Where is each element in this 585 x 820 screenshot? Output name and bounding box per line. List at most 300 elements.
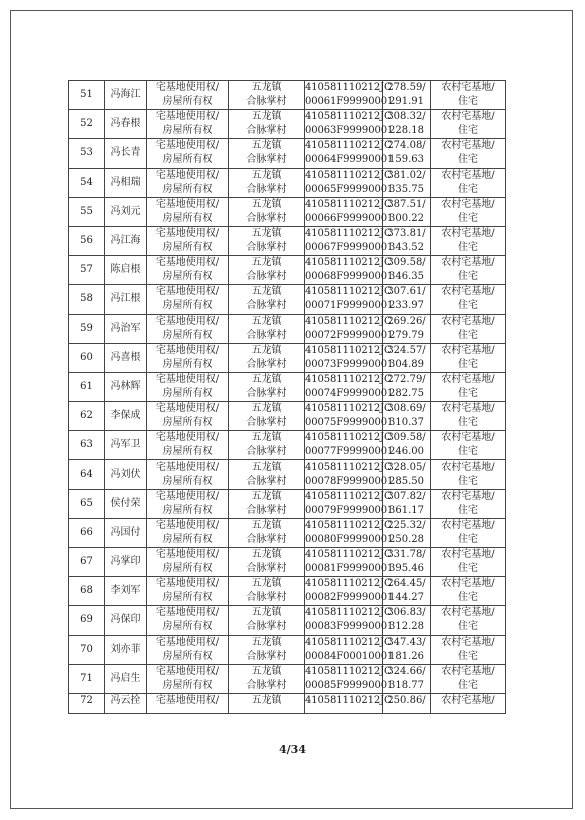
- unit-code-cell: [305, 606, 394, 635]
- land-use-cell: [431, 460, 506, 489]
- owner-name-cell: 刘亦菲: [105, 635, 147, 664]
- location-cell-line: 五龙镇: [251, 432, 282, 444]
- location-cell: [229, 168, 305, 197]
- right-type-cell: [147, 460, 229, 489]
- table-row: [69, 343, 506, 372]
- location-cell-line: 合脉掌村: [246, 563, 287, 575]
- right-type-cell: [147, 606, 229, 635]
- location-cell-line: 合脉掌村: [246, 212, 287, 224]
- land-use-cell: [431, 343, 506, 372]
- area-cell: [383, 518, 431, 547]
- land-use-cell-line: 农村宅基地/: [441, 607, 495, 619]
- area-cell-line: 395.46: [389, 563, 424, 575]
- table-row: [69, 431, 506, 460]
- unit-code-cell: [305, 548, 394, 577]
- table-row: [69, 606, 506, 635]
- land-use-cell: [431, 256, 506, 285]
- land-use-cell-line: 农村宅基地/: [441, 286, 495, 298]
- area-cell-line: 331.78/: [387, 549, 426, 561]
- land-use-cell: [431, 110, 506, 139]
- right-type-cell-line: 房屋所有权: [162, 563, 213, 575]
- right-type-cell-line: 宅基地使用权/: [155, 490, 220, 502]
- land-use-cell-line: 农村宅基地/: [441, 373, 495, 385]
- right-type-cell-line: 房屋所有权: [162, 183, 213, 195]
- registry-table: [68, 80, 506, 714]
- area-cell-line: 233.97: [389, 300, 424, 312]
- land-use-cell: [431, 168, 506, 197]
- row-number-cell: 63: [69, 431, 105, 460]
- area-cell-line: 279.79: [389, 329, 424, 341]
- unit-code-cell: [305, 664, 394, 693]
- area-cell: [383, 110, 431, 139]
- area-cell-line: 324.57/: [387, 344, 426, 356]
- row-number-cell: 67: [69, 548, 105, 577]
- area-cell-line: 246.00: [389, 446, 424, 458]
- unit-code-cell-line: 410581110212JC: [305, 140, 392, 152]
- location-cell-line: 五龙镇: [251, 228, 282, 240]
- right-type-cell: [147, 577, 229, 606]
- location-cell-line: 合脉掌村: [246, 417, 287, 429]
- row-number-cell: 55: [69, 197, 105, 226]
- table-row: [69, 139, 506, 168]
- location-cell: [229, 518, 305, 547]
- land-use-cell-line: 农村宅基地/: [441, 228, 495, 240]
- area-cell-line: 308.32/: [387, 111, 426, 123]
- land-use-cell: [431, 664, 506, 693]
- location-cell-line: 五龙镇: [251, 403, 282, 415]
- unit-code-cell: [305, 314, 394, 343]
- right-type-cell-line: 宅基地使用权/: [155, 549, 220, 561]
- right-type-cell-line: 宅基地使用权/: [155, 286, 220, 298]
- right-type-cell-line: 房屋所有权: [162, 650, 213, 662]
- location-cell: [229, 402, 305, 431]
- right-type-cell: [147, 431, 229, 460]
- area-cell-line: 300.22: [389, 212, 424, 224]
- right-type-cell-line: 宅基地使用权/: [155, 461, 220, 473]
- land-use-cell-line: 农村宅基地/: [441, 432, 495, 444]
- land-use-cell: 农村宅基地/: [431, 693, 506, 713]
- table-row: [69, 518, 506, 547]
- area-cell-line: 309.58/: [387, 432, 426, 444]
- land-use-cell-line: 农村宅基地/: [441, 403, 495, 415]
- table-row: [69, 110, 506, 139]
- right-type-cell-line: 房屋所有权: [162, 125, 213, 137]
- row-number-cell: 68: [69, 577, 105, 606]
- location-cell-line: 五龙镇: [251, 286, 282, 298]
- unit-code-cell-line: 00068F99990001: [305, 271, 394, 283]
- location-cell: [229, 606, 305, 635]
- unit-code-cell: [305, 518, 394, 547]
- unit-code-cell: [305, 460, 394, 489]
- area-cell: [383, 372, 431, 401]
- right-type-cell-line: 房屋所有权: [162, 154, 213, 166]
- area-cell: [383, 285, 431, 314]
- unit-code-cell-line: 410581110212JC: [305, 549, 392, 561]
- right-type-cell: [147, 226, 229, 255]
- row-number-cell: 56: [69, 226, 105, 255]
- unit-code-cell: [305, 372, 394, 401]
- location-cell: [229, 343, 305, 372]
- area-cell-line: 324.66/: [387, 665, 426, 677]
- area-cell-line: 373.81/: [387, 228, 426, 240]
- table-row: [69, 226, 506, 255]
- land-use-cell: [431, 548, 506, 577]
- table-row: [69, 314, 506, 343]
- location-cell-line: 合脉掌村: [246, 650, 287, 662]
- row-number-cell: 72: [69, 693, 105, 713]
- unit-code-cell-line: 00079F99990001: [305, 504, 394, 516]
- area-cell: [383, 168, 431, 197]
- location-cell: [229, 81, 305, 110]
- area-cell-line: 307.82/: [387, 490, 426, 502]
- area-cell: [383, 343, 431, 372]
- unit-code-cell-line: 00061F99990001: [305, 96, 394, 108]
- unit-code-cell-line: 00071F99990001: [305, 300, 394, 312]
- location-cell-line: 五龙镇: [251, 169, 282, 181]
- unit-code-cell-line: 00084F00010001: [305, 650, 394, 662]
- owner-name-cell: 冯刘伏: [105, 460, 147, 489]
- unit-code-cell: [305, 635, 394, 664]
- unit-code-cell-line: 00081F99990001: [305, 563, 394, 575]
- right-type-cell-line: 宅基地使用权/: [155, 636, 220, 648]
- land-use-cell: [431, 226, 506, 255]
- location-cell-line: 五龙镇: [251, 578, 282, 590]
- right-type-cell: [147, 518, 229, 547]
- unit-code-cell-line: 410581110212JC: [305, 82, 392, 94]
- location-cell-line: 合脉掌村: [246, 300, 287, 312]
- location-cell-line: 合脉掌村: [246, 387, 287, 399]
- location-cell-line: 合脉掌村: [246, 271, 287, 283]
- land-use-cell: [431, 635, 506, 664]
- unit-code-cell-line: 00063F99990001: [305, 125, 394, 137]
- location-cell: [229, 226, 305, 255]
- area-cell-line: 328.05/: [387, 461, 426, 473]
- area-cell-line: 159.63: [389, 154, 424, 166]
- row-number-cell: 71: [69, 664, 105, 693]
- area-cell: [383, 314, 431, 343]
- land-use-cell: [431, 139, 506, 168]
- area-cell-line: 274.08/: [387, 140, 426, 152]
- right-type-cell-line: 房屋所有权: [162, 329, 213, 341]
- location-cell: 五龙镇: [229, 693, 305, 713]
- right-type-cell-line: 宅基地使用权/: [155, 519, 220, 531]
- location-cell-line: 五龙镇: [251, 82, 282, 94]
- location-cell: [229, 460, 305, 489]
- location-cell: [229, 372, 305, 401]
- row-number-cell: 60: [69, 343, 105, 372]
- registry-table-body: [69, 81, 506, 714]
- unit-code-cell: 410581110212JC: [305, 693, 383, 713]
- row-number-cell: 66: [69, 518, 105, 547]
- land-use-cell-line: 农村宅基地/: [441, 665, 495, 677]
- unit-code-cell-line: 00080F99990001: [305, 533, 394, 545]
- unit-code-cell-line: 00083F99990001: [305, 621, 394, 633]
- location-cell-line: 合脉掌村: [246, 504, 287, 516]
- area-cell-line: 312.28: [389, 621, 424, 633]
- area-cell-line: 269.26/: [387, 315, 426, 327]
- land-use-cell-line: 农村宅基地/: [441, 578, 495, 590]
- right-type-cell-line: 房屋所有权: [162, 417, 213, 429]
- area-cell-line: 264.45/: [387, 578, 426, 590]
- location-cell-line: 五龙镇: [251, 549, 282, 561]
- area-cell-line: 181.26: [389, 650, 424, 662]
- land-use-cell-line: 农村宅基地/: [441, 549, 495, 561]
- unit-code-cell-line: 00082F99990001: [305, 592, 394, 604]
- location-cell: [229, 285, 305, 314]
- area-cell-line: 304.89: [389, 358, 424, 370]
- location-cell-line: 五龙镇: [251, 461, 282, 473]
- area-cell: [383, 577, 431, 606]
- owner-name-cell: 冯启生: [105, 664, 147, 693]
- unit-code-cell-line: 00072F99990001: [305, 329, 394, 341]
- right-type-cell: [147, 168, 229, 197]
- location-cell-line: 合脉掌村: [246, 592, 287, 604]
- owner-name-cell: 冯江根: [105, 285, 147, 314]
- land-use-cell-line: 住宅: [458, 592, 478, 604]
- owner-name-cell: 冯长青: [105, 139, 147, 168]
- owner-name-cell: 冯掌印: [105, 548, 147, 577]
- table-row: [69, 548, 506, 577]
- right-type-cell-line: 房屋所有权: [162, 592, 213, 604]
- area-cell-line: 347.43/: [387, 636, 426, 648]
- row-number-cell: 52: [69, 110, 105, 139]
- land-use-cell-line: 住宅: [458, 563, 478, 575]
- area-cell-line: 225.32/: [387, 519, 426, 531]
- unit-code-cell: [305, 197, 394, 226]
- right-type-cell-line: 房屋所有权: [162, 212, 213, 224]
- right-type-cell-line: 宅基地使用权/: [155, 315, 220, 327]
- area-cell-line: 250.28: [389, 533, 424, 545]
- owner-name-cell: 陈启根: [105, 256, 147, 285]
- land-use-cell-line: 住宅: [458, 679, 478, 691]
- unit-code-cell-line: 00065F99990001: [305, 183, 394, 195]
- area-cell-line: 282.75: [389, 387, 424, 399]
- unit-code-cell-line: 410581110212JC: [305, 636, 392, 648]
- land-use-cell-line: 农村宅基地/: [441, 198, 495, 210]
- location-cell: [229, 577, 305, 606]
- row-number-cell: 53: [69, 139, 105, 168]
- area-cell: 250.86/: [383, 693, 431, 713]
- land-use-cell-line: 农村宅基地/: [441, 519, 495, 531]
- right-type-cell-line: 宅基地使用权/: [155, 344, 220, 356]
- unit-code-cell-line: 410581110212JC: [305, 228, 392, 240]
- right-type-cell-line: 宅基地使用权/: [155, 257, 220, 269]
- area-cell: [383, 664, 431, 693]
- table-row: [69, 197, 506, 226]
- location-cell-line: 合脉掌村: [246, 446, 287, 458]
- row-number-cell: 59: [69, 314, 105, 343]
- location-cell: [229, 110, 305, 139]
- right-type-cell-line: 宅基地使用权/: [155, 198, 220, 210]
- land-use-cell-line: 农村宅基地/: [441, 169, 495, 181]
- unit-code-cell-line: 410581110212JC: [305, 519, 392, 531]
- unit-code-cell-line: 00067F99990001: [305, 242, 394, 254]
- land-use-cell-line: 农村宅基地/: [441, 461, 495, 473]
- area-cell: [383, 139, 431, 168]
- area-cell-line: 144.27: [389, 592, 424, 604]
- right-type-cell: [147, 110, 229, 139]
- owner-name-cell: 冯保印: [105, 606, 147, 635]
- right-type-cell-line: 房屋所有权: [162, 679, 213, 691]
- unit-code-cell-line: 410581110212JC: [305, 432, 392, 444]
- area-cell-line: 361.17: [389, 504, 424, 516]
- land-use-cell-line: 农村宅基地/: [441, 315, 495, 327]
- unit-code-cell: [305, 402, 394, 431]
- table-row: [69, 577, 506, 606]
- land-use-cell-line: 住宅: [458, 271, 478, 283]
- right-type-cell: 宅基地使用权/: [147, 693, 229, 713]
- area-cell-line: 307.61/: [387, 286, 426, 298]
- unit-code-cell-line: 410581110212JC: [305, 315, 392, 327]
- location-cell-line: 五龙镇: [251, 519, 282, 531]
- unit-code-cell: [305, 226, 394, 255]
- row-number-cell: 58: [69, 285, 105, 314]
- area-cell-line: 228.18: [389, 125, 424, 137]
- land-use-cell-line: 住宅: [458, 96, 478, 108]
- table-row: [69, 635, 506, 664]
- area-cell-line: 346.35: [389, 271, 424, 283]
- location-cell-line: 五龙镇: [251, 665, 282, 677]
- land-use-cell-line: 住宅: [458, 212, 478, 224]
- right-type-cell-line: 宅基地使用权/: [155, 169, 220, 181]
- location-cell-line: 合脉掌村: [246, 533, 287, 545]
- area-cell: [383, 81, 431, 110]
- right-type-cell-line: 房屋所有权: [162, 96, 213, 108]
- right-type-cell-line: 房屋所有权: [162, 271, 213, 283]
- unit-code-cell-line: 00075F99990001: [305, 417, 394, 429]
- unit-code-cell-line: 00064F99990001: [305, 154, 394, 166]
- unit-code-cell-line: 410581110212JC: [305, 403, 392, 415]
- unit-code-cell: [305, 431, 394, 460]
- owner-name-cell: 冯治军: [105, 314, 147, 343]
- right-type-cell-line: 宅基地使用权/: [155, 111, 220, 123]
- unit-code-cell-line: 410581110212JC: [305, 169, 392, 181]
- land-use-cell-line: 住宅: [458, 475, 478, 487]
- unit-code-cell-line: 410581110212JC: [305, 578, 392, 590]
- right-type-cell-line: 房屋所有权: [162, 533, 213, 545]
- unit-code-cell-line: 410581110212JC: [305, 461, 392, 473]
- table-row: [69, 168, 506, 197]
- right-type-cell-line: 宅基地使用权/: [155, 373, 220, 385]
- land-use-cell: [431, 577, 506, 606]
- unit-code-cell: [305, 285, 394, 314]
- location-cell-line: 合脉掌村: [246, 475, 287, 487]
- right-type-cell-line: 房屋所有权: [162, 358, 213, 370]
- location-cell-line: 五龙镇: [251, 111, 282, 123]
- location-cell-line: 合脉掌村: [246, 125, 287, 137]
- right-type-cell-line: 房屋所有权: [162, 504, 213, 516]
- unit-code-cell: [305, 343, 394, 372]
- location-cell-line: 五龙镇: [251, 636, 282, 648]
- right-type-cell: [147, 635, 229, 664]
- table-row: [69, 664, 506, 693]
- location-cell-line: 五龙镇: [251, 373, 282, 385]
- location-cell-line: 合脉掌村: [246, 154, 287, 166]
- unit-code-cell-line: 00073F99990001: [305, 358, 394, 370]
- location-cell-line: 合脉掌村: [246, 183, 287, 195]
- unit-code-cell-line: 410581110212JC: [305, 344, 392, 356]
- unit-code-cell: [305, 168, 394, 197]
- right-type-cell: [147, 197, 229, 226]
- land-use-cell-line: 住宅: [458, 621, 478, 633]
- land-use-cell: [431, 402, 506, 431]
- row-number-cell: 51: [69, 81, 105, 110]
- area-cell: [383, 226, 431, 255]
- location-cell: [229, 431, 305, 460]
- owner-name-cell: 李保成: [105, 402, 147, 431]
- owner-name-cell: 侯付荣: [105, 489, 147, 518]
- row-number-cell: 54: [69, 168, 105, 197]
- location-cell-line: 五龙镇: [251, 198, 282, 210]
- land-use-cell-line: 住宅: [458, 154, 478, 166]
- area-cell-line: 310.37: [389, 417, 424, 429]
- unit-code-cell-line: 410581110212JC: [305, 607, 392, 619]
- right-type-cell-line: 宅基地使用权/: [155, 432, 220, 444]
- unit-code-cell-line: 410581110212JC: [305, 490, 392, 502]
- right-type-cell-line: 房屋所有权: [162, 387, 213, 399]
- land-use-cell-line: 住宅: [458, 358, 478, 370]
- table-row: [69, 81, 506, 110]
- table-row: [69, 460, 506, 489]
- location-cell: [229, 548, 305, 577]
- location-cell: [229, 635, 305, 664]
- table-row: [69, 489, 506, 518]
- location-cell-line: 五龙镇: [251, 257, 282, 269]
- land-use-cell-line: 农村宅基地/: [441, 344, 495, 356]
- right-type-cell-line: 宅基地使用权/: [155, 403, 220, 415]
- row-number-cell: 57: [69, 256, 105, 285]
- right-type-cell: [147, 402, 229, 431]
- location-cell-line: 五龙镇: [251, 490, 282, 502]
- row-number-cell: 65: [69, 489, 105, 518]
- land-use-cell-line: 农村宅基地/: [441, 140, 495, 152]
- area-cell-line: 308.69/: [387, 403, 426, 415]
- unit-code-cell-line: 410581110212JC: [305, 665, 392, 677]
- owner-name-cell: 冯云拴: [105, 693, 147, 713]
- unit-code-cell-line: 00085F99990001: [305, 679, 394, 691]
- land-use-cell: [431, 606, 506, 635]
- right-type-cell: [147, 548, 229, 577]
- unit-code-cell-line: 410581110212JC: [305, 198, 392, 210]
- owner-name-cell: 冯海江: [105, 81, 147, 110]
- page-number: 4/34: [279, 743, 306, 756]
- right-type-cell: [147, 343, 229, 372]
- right-type-cell-line: 宅基地使用权/: [155, 82, 220, 94]
- area-cell-line: 318.77: [389, 679, 424, 691]
- land-use-cell-line: 住宅: [458, 533, 478, 545]
- land-use-cell-line: 农村宅基地/: [441, 82, 495, 94]
- land-use-cell-line: 农村宅基地/: [441, 636, 495, 648]
- table-row: [69, 693, 506, 713]
- location-cell-line: 五龙镇: [251, 140, 282, 152]
- right-type-cell: [147, 314, 229, 343]
- table-row: [69, 402, 506, 431]
- land-use-cell-line: 住宅: [458, 300, 478, 312]
- land-use-cell-line: 住宅: [458, 329, 478, 341]
- area-cell-line: 335.75: [389, 183, 424, 195]
- area-cell: [383, 606, 431, 635]
- owner-name-cell: 冯林辉: [105, 372, 147, 401]
- land-use-cell: [431, 285, 506, 314]
- land-use-cell: [431, 489, 506, 518]
- unit-code-cell: [305, 81, 394, 110]
- unit-code-cell: [305, 256, 394, 285]
- area-cell-line: 343.52: [389, 242, 424, 254]
- owner-name-cell: 冯喜根: [105, 343, 147, 372]
- area-cell: [383, 548, 431, 577]
- row-number-cell: 61: [69, 372, 105, 401]
- owner-name-cell: 李刘军: [105, 577, 147, 606]
